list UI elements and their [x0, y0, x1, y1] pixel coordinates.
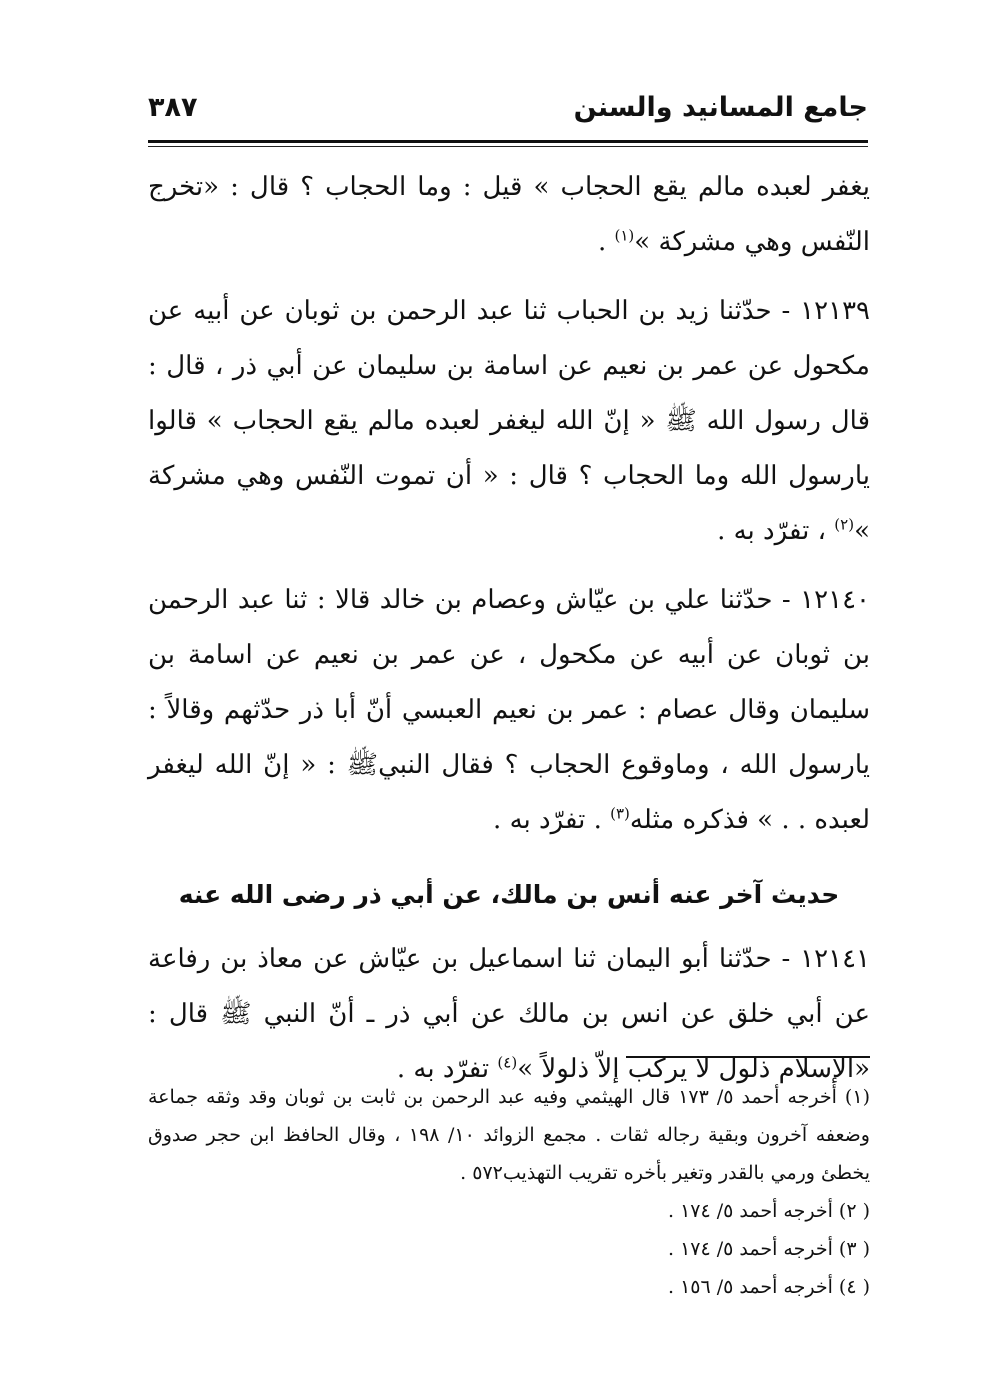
page-number: ٣٨٧ — [148, 92, 198, 123]
section-heading: حديث آخر عنه أنس بن مالك، عن أبي ذر رضى الله عنه — [178, 880, 840, 909]
footnotes — [148, 1078, 870, 1306]
footnote-2: ( ٢) أخرجه أحمد ٥/ ١٧٤ . — [667, 1200, 870, 1222]
page-header — [148, 88, 868, 134]
footnote-3: ( ٣) أخرجه أحمد ٥/ ١٧٤ . — [667, 1238, 870, 1260]
header-rule — [148, 140, 868, 143]
footnote-marker-4: (٤) — [497, 1053, 518, 1072]
hadith-12139: ١٢١٣٩ - حدّثنا زيد بن الحباب ثنا عبد الرحمن بن ثوبان عن أبيه عن مكحول عن عمر بن نعيم عن اسامة بن سليمان عن أبي ذر ، قال : قال رسول الله ﷺ « إنّ الله ليغفر لعبده مالم يقع الحجاب » قالوا يارسول الله وما الحجاب ؟ قال : « أن تموت النّفس وهي مشركة »$^{(٢)}$ ، تفرّد به . — [148, 296, 870, 546]
main-text — [148, 160, 870, 1097]
footnote-rule — [626, 1056, 870, 1058]
footnote-marker-3: (٣) — [610, 804, 630, 823]
footnote-marker-2: (٢) — [834, 515, 855, 534]
hadith-12141: ١٢١٤١ - حدّثنا أبو اليمان ثنا اسماعيل بن عيّاش عن معاذ بن رفاعة عن أبي خلق عن انس بن مالك عن أبي ذر ـ أنّ النبي ﷺ قال : «الإسلام ذلول لا يركب إلاّ ذلولاً »$^{(٤)}$ تفرّد به . — [148, 944, 870, 1084]
footnote-4: ( ٤) أخرجه أحمد ٥/ ١٥٦ . — [667, 1276, 870, 1298]
hadith-12140: ١٢١٤٠ - حدّثنا علي بن عيّاش وعصام بن خالد قالا : ثنا عبد الرحمن بن ثوبان عن أبيه عن مكحول ، عن عمر بن نعيم عن اسامة بن سليمان وقال عصام : عمر بن نعيم العبسي أنّ أبا ذر حدّثهم وقالاً : يارسول الله ، وماوقوع الحجاب ؟ فقال النبيﷺ : « إنّ الله ليغفر لعبده . . » فذكره مثله$^{(٣)}$ . تفرّد به . — [148, 585, 870, 835]
footnote-marker-1: (١) — [614, 226, 635, 245]
footnote-1: (١) أخرجه أحمد ٥/ ١٧٣ قال الهيثمي وفيه عبد الرحمن بن ثابت بن ثوبان وقد وثقه جماعة وضعفه آخرون وبقية رجاله ثقات . مجمع الزوائد ١٠/ ١٩٨ ، وقال الحافظ ابن حجر صدوق يخطئ ورمي بالقدر وتغير بأخره تقريب التهذيب٥٧٢ . — [148, 1086, 870, 1184]
paragraph-continuation: يغفر لعبده مالم يقع الحجاب » قيل : وما الحجاب ؟ قال : «تخرج النّفس وهي مشركة »$^{(١)}$ . — [148, 172, 870, 257]
running-title: جامع المسانيد والسنن — [573, 92, 868, 123]
header-rule-thin — [148, 146, 868, 147]
